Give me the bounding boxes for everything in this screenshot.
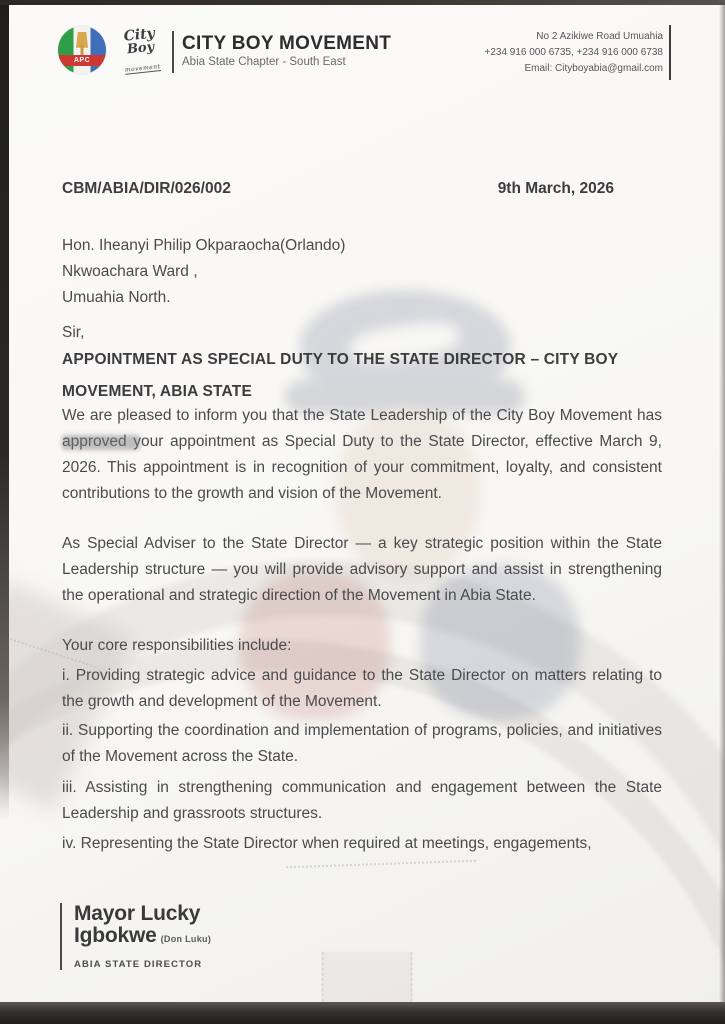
reference-row: [62, 176, 662, 202]
photo-edge-top: [0, 0, 725, 5]
recipient-ward: Nkwoachara Ward ,: [62, 263, 198, 280]
script-logo-line1: City: [122, 25, 156, 45]
apc-label: APC: [58, 55, 106, 67]
ink-smudge: [62, 435, 140, 450]
letter-date: 9th March, 2026: [497, 180, 614, 197]
contact-address: No 2 Azikiwe Road Umuahia: [536, 31, 663, 42]
salutation: Sir,: [62, 324, 85, 341]
recipient-lga: Umuahia North.: [62, 289, 171, 306]
responsibility-item-iii: iii. Assisting in strengthening communication and engagement between the State Leadership and grassroots structures.: [62, 779, 662, 822]
signer-nickname: (Don Luku): [160, 934, 212, 944]
photo-edge-left: [0, 0, 9, 820]
signer-name-line2: [74, 925, 211, 950]
script-logo-line3: movement: [124, 63, 161, 74]
apc-party-logo: [58, 26, 106, 74]
signer-name-line1: Mayor Lucky: [74, 902, 201, 925]
script-logo-line2: Boy: [126, 39, 155, 58]
subject-line-1: APPOINTMENT AS SPECIAL DUTY TO THE STATE DIRECTOR – CITY BOY: [62, 351, 619, 368]
paragraph-appointment: [62, 403, 662, 507]
contact-divider: [669, 25, 671, 80]
responsibility-item-iv: iv. Representing the State Director when required at meetings, engagements,: [62, 835, 592, 852]
signer-surname: Igbokwe: [74, 924, 157, 947]
org-subtitle: Abia State Chapter - South East: [182, 56, 346, 68]
header-divider: [172, 31, 174, 73]
subject-line-2: MOVEMENT, ABIA STATE: [62, 383, 252, 400]
paragraph-appointment-text: We are pleased to inform you that the State Leadership of the City Boy Movement has approved your appointment as Special Duty to the State Director, effective March 9, 2026. This appointment is in recognition of your commitment, loyalty, and consistent contributions to the growth and vision of the Movement.: [62, 407, 662, 502]
city-boy-script-logo: [111, 26, 172, 78]
photo-edge-bottom: [0, 1002, 725, 1024]
signature-block: [60, 903, 211, 970]
contact-email: Email: Cityboyabia@gmail.com: [524, 63, 663, 74]
contact-block: [484, 29, 663, 77]
recipient-block: [62, 233, 662, 311]
responsibilities-intro: Your core responsibilities include:: [62, 637, 292, 654]
responsibility-item-i: i. Providing strategic advice and guidance to the State Director on matters relating to the growth and development of the Movement.: [62, 667, 662, 710]
subject-line: [62, 344, 677, 408]
reference-number: CBM/ABIA/DIR/026/002: [62, 180, 231, 197]
recipient-name: Hon. Iheanyi Philip Okparaocha(Orlando): [62, 237, 346, 254]
contact-phones: +234 916 000 6735, +234 916 000 6738: [484, 47, 663, 58]
responsibility-item-ii: ii. Supporting the coordination and implementation of programs, policies, and initiatives of the Movement across the State.: [62, 722, 662, 765]
paragraph-role: As Special Adviser to the State Director — a key strategic position within the State Leadership structure — you will provide advisory support and assist in strengthening the operational and strategic direction of the Movement in Abia State.: [62, 535, 662, 604]
org-name: CITY BOY MOVEMENT: [182, 33, 392, 54]
signer-title: ABIA STATE DIRECTOR: [74, 959, 203, 970]
photo-edge-right: [719, 0, 725, 1024]
